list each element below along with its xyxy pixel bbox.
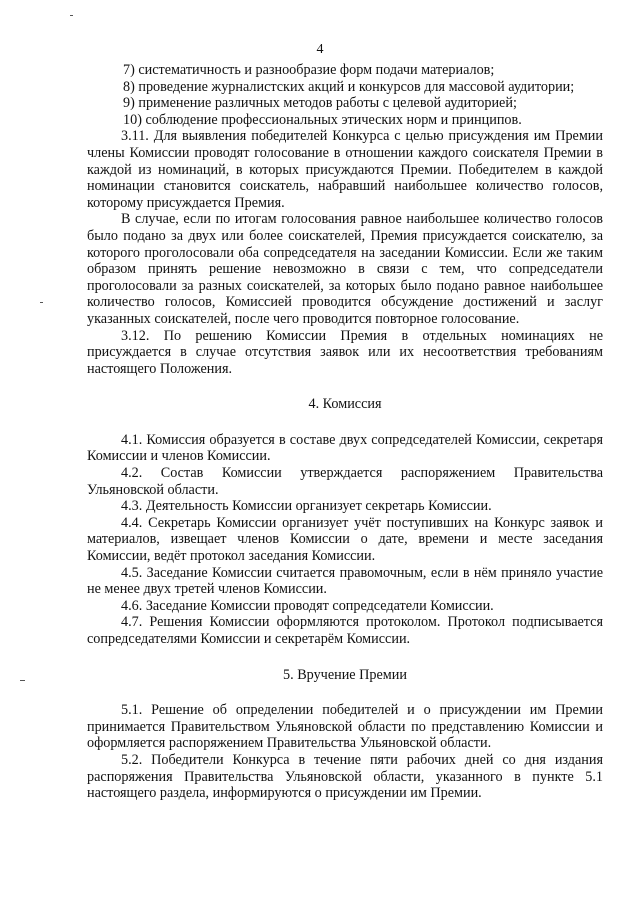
scan-speck	[20, 680, 25, 681]
paragraph-4-6: 4.6. Заседание Комиссии проводят сопредседатели Комиссии.	[121, 597, 494, 614]
paragraph-5-1: 5.1. Решение об определении победителей и о присуждении им Премии принимается Правительством Ульяновской области по представлению Комиссии и оформляется распоряжением Правительства Ульяновской области.	[87, 702, 603, 752]
paragraph-4-5: 4.5. Заседание Комиссии считается правомочным, если в нём приняло участие не менее двух третей членов Комиссии.	[87, 564, 603, 598]
paragraph-4-4: 4.4. Секретарь Комиссии организует учёт поступивших на Конкурс заявок и материалов, извещает членов Комиссии о дате, времени и месте заседания Комиссии, ведёт протокол заседания Комиссии.	[87, 514, 603, 565]
paragraph-3-12: 3.12. По решению Комиссии Премия в отдельных номинациях не присуждается в случае отсутствия заявок или их несоответствия требованиям настоящего Положения.	[87, 327, 603, 377]
section-5-heading: 5. Вручение Премии	[283, 666, 407, 683]
criteria-item-7: 7) систематичность и разнообразие форм подачи материалов;	[123, 62, 495, 78]
paragraph-3-11: 3.11. Для выявления победителей Конкурса с целью присуждения им Премии члены Комиссии проводят голосование в отношении каждого соискателя Премии в каждой из номинаций, в которых присуждаются Премии. Победителем в каждой номинации становится соискатель, набравший наибольшее количество голосов, которому присуждается Премия.	[87, 128, 603, 211]
document-body	[87, 62, 603, 802]
paragraph-tie-rule: В случае, если по итогам голосования равное наибольшее количество голосов было подано за двух или более соискателей, Премия присуждается соискателю, за которого проголосовали оба сопредседателя на заседании Комиссии. Если же таким образом принять решение невозможно в связи с тем, что сопредседатели проголосовали за разных соискателей, за которых было подано равное наибольшее количество голосов, Комиссией проводится обсуждение достижений и заслуг указанных соискателей, после чего проводится повторное голосование.	[87, 211, 603, 327]
section-4-heading: 4. Комиссия	[308, 396, 382, 413]
scan-speck	[70, 15, 73, 16]
paragraph-4-7: 4.7. Решения Комиссии оформляются протоколом. Протокол подписывается сопредседателями Комиссии и секретарём Комиссии.	[87, 614, 603, 647]
paragraph-5-2: 5.2. Победители Конкурса в течение пяти рабочих дней со дня издания распоряжения Правительства Ульяновской области, указанного в пункте 5.1 настоящего раздела, информируются о присуждении им Премии.	[87, 751, 603, 802]
criteria-item-10: 10) соблюдение профессиональных этических норм и принципов.	[123, 111, 522, 128]
criteria-item-9: 9) применение различных методов работы с целевой аудиторией;	[123, 95, 517, 112]
scan-speck	[40, 302, 43, 303]
paragraph-4-3: 4.3. Деятельность Комиссии организует секретарь Комиссии.	[121, 498, 492, 515]
page-number: 4	[316, 42, 324, 57]
paragraph-4-2: 4.2. Состав Комиссии утверждается распоряжением Правительства Ульяновской области.	[87, 465, 603, 498]
criteria-item-8: 8) проведение журналистских акций и конкурсов для массовой аудитории;	[123, 78, 575, 95]
paragraph-4-1: 4.1. Комиссия образуется в составе двух сопредседателей Комиссии, секретаря Комиссии и членов Комиссии.	[87, 431, 603, 465]
